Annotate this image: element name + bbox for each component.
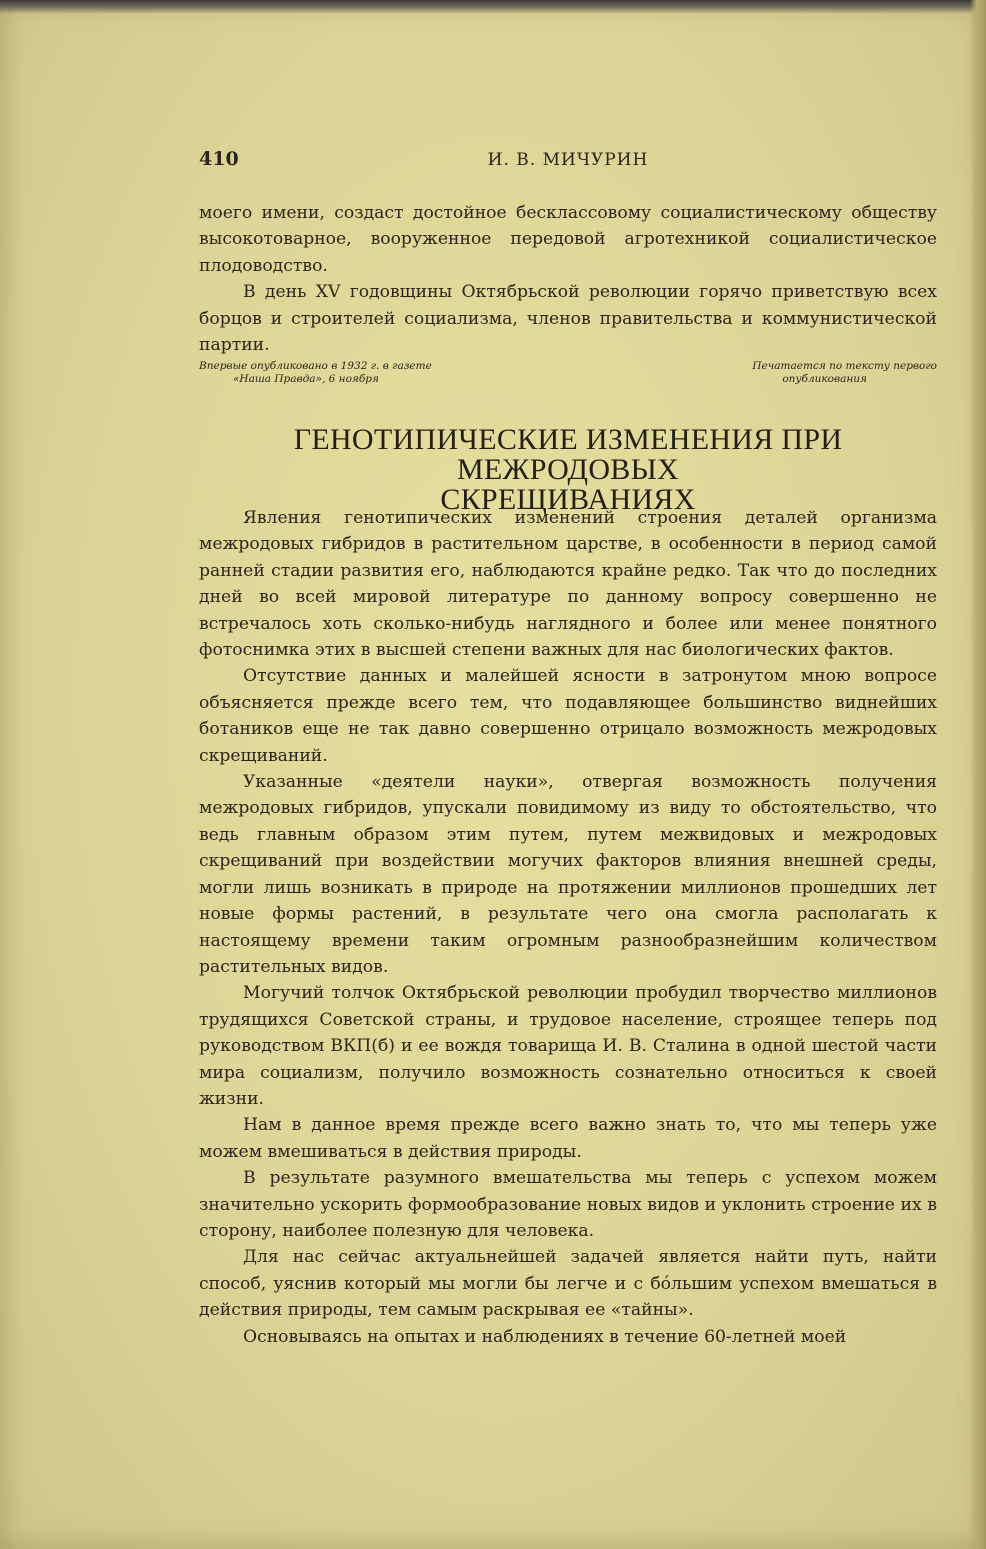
running-head (199, 148, 937, 178)
intro-text (199, 200, 937, 358)
scan-top-edge (0, 0, 986, 14)
article-paragraph-8: Основываясь на опытах и наблюдениях в течение 60-летней моей (243, 1326, 847, 1347)
article-paragraph-4: Могучий толчок Октябрьской революции пробудил творчество миллионов трудящихся Советской страны, и трудовое население, строящее теперь под руководством ВКП(б) и ее вождя товарища И. В. Сталина в одной шестой части мира социализм, получило возможность сознательно относиться к своей жизни. (199, 983, 937, 1109)
article-title-line-2: СКРЕЩИВАНИЯХ (440, 483, 696, 516)
article-title (199, 425, 937, 515)
article-paragraph-1: Явления генотипических изменений строения деталей организма межродовых гибридов в растительном царстве, в особенности в период самой ранней стадии развития его, наблюдаются крайне редко. Так что до последних дней во всей мировой литературе по данному вопросу совершенно не встречалось хоть сколько-нибудь наглядного и более или менее понятного фотоснимка этих в высшей степени важных для нас биологических фактов. (199, 508, 937, 661)
article-paragraph-6: В результате разумного вмешательства мы теперь с успехом можем значительно ускорить формообразование новых видов и уклонить строение их в сторону, наиболее полезную для человека. (199, 1168, 937, 1241)
page-number: 410 (199, 148, 239, 170)
source-text-note (677, 360, 937, 386)
article-title-line-1: ГЕНОТИПИЧЕСКИЕ ИЗМЕНЕНИЯ ПРИ МЕЖРОДОВЫХ (293, 423, 843, 486)
intro-paragraph-1: моего имени, создаст достойное бесклассовому социалистическому обществу высокотоварное, вооруженное передовой агротехникой социалистическое плодоводство. (199, 203, 937, 276)
scan-right-edge (970, 0, 986, 1549)
article-body (199, 505, 937, 1350)
intro-paragraph-2: В день XV годовщины Октябрьской революции горячо приветствую всех борцов и строителей социализма, членов правительства и коммунистической партии. (199, 282, 937, 356)
note-left-line-2: «Наша Правда», 6 ноября (233, 373, 379, 385)
note-right-line-2: опубликования (782, 373, 867, 385)
article-paragraph-2: Отсутствие данных и малейшей ясности в затронутом мною вопросе объясняется прежде всего тем, что подавляющее большинство виднейших ботаников еще не так давно совершенно отрицало возможность межродовых скрещиваний. (199, 666, 937, 766)
note-left-line-1: Впервые опубликовано в 1932 г. в газете (199, 360, 432, 372)
article-paragraph-7: Для нас сейчас актуальнейшей задачей является найти путь, найти способ, уяснив который мы могли бы легче и с бóльшим успехом вмешаться в действия природы, тем самым раскрывая ее «тайны». (199, 1247, 937, 1321)
article-paragraph-5: Нам в данное время прежде всего важно знать то, что мы теперь уже можем вмешиваться в действия природы. (199, 1115, 937, 1162)
publication-notes (199, 360, 937, 390)
first-published-note (199, 360, 529, 386)
article-paragraph-3: Указанные «деятели науки», отвергая возможность получения межродовых гибридов, упускали повидимому из виду то обстоятельство, что ведь главным образом этим путем, путем межвидовых и межродовых скрещиваний при воздействии могучих факторов влияния внешней среды, могли лишь возникать в природе на протяжении миллионов прошедших лет новые формы растений, в результате чего она смогла располагать к настоящему времени таким огромным разнообразнейшим количеством растительных видов. (199, 772, 937, 977)
note-right-line-1: Печатается по тексту первого (752, 360, 937, 372)
running-title: И. В. МИЧУРИН (487, 150, 649, 170)
